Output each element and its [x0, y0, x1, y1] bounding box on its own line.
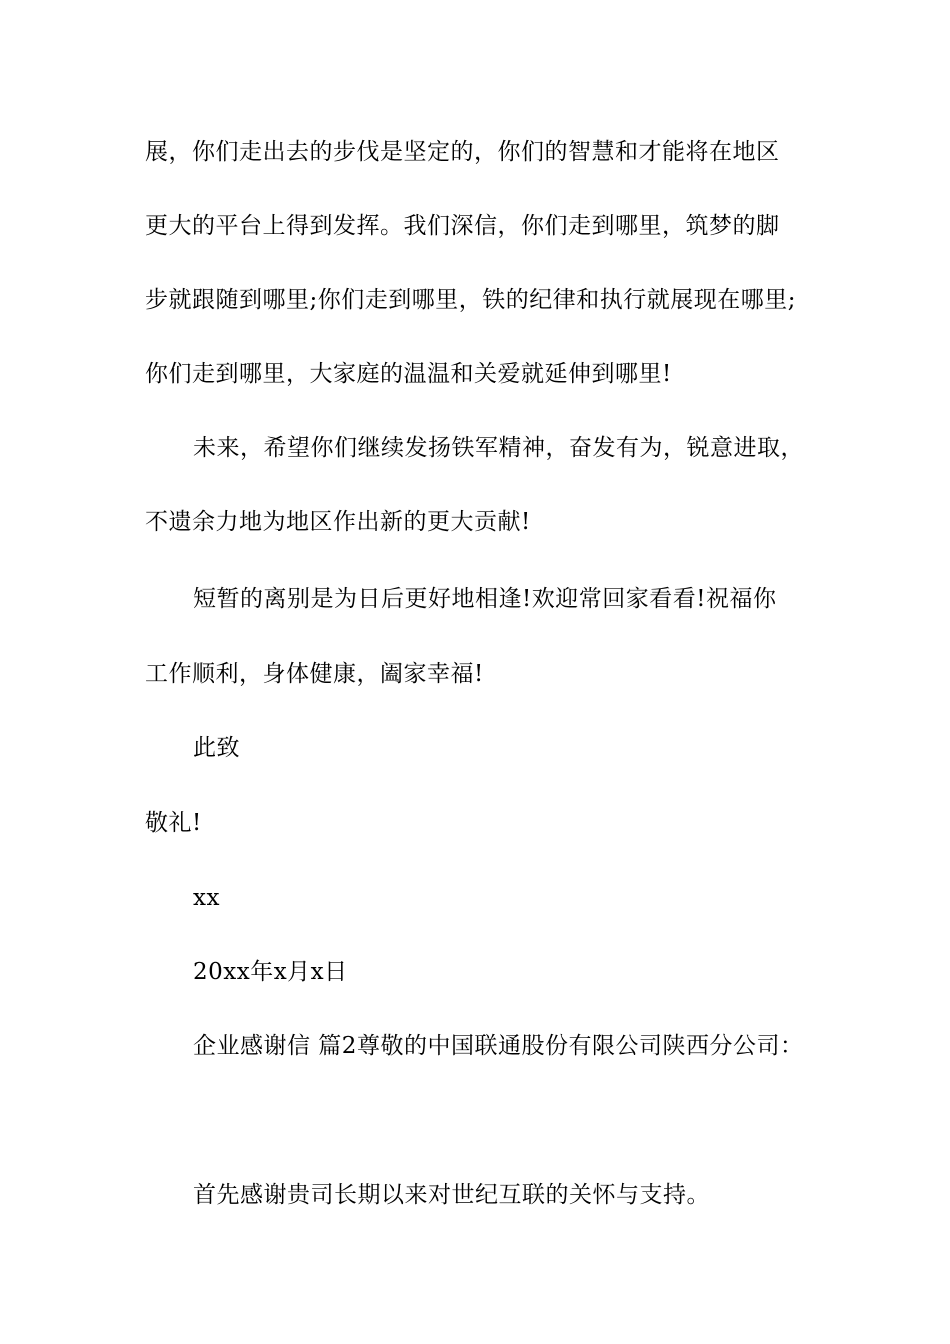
date-line: 20xx年x月x日: [193, 959, 348, 985]
signature: xx: [193, 885, 220, 911]
section-heading-line: 企业感谢信 篇2尊敬的中国联通股份有限公司陕西分公司：: [193, 1033, 804, 1059]
body-text-line: 不遗余力地为地区作出新的更大贡献!: [145, 509, 531, 535]
body-text-line: 展，你们走出去的步伐是坚定的，你们的智慧和才能将在地区: [145, 139, 780, 165]
paragraph-start-line: 短暂的离别是为日后更好地相逢!欢迎常回家看看!祝福你: [193, 586, 777, 612]
body-text-line: 步就跟随到哪里;你们走到哪里，铁的纪律和执行就展现在哪里;: [145, 287, 796, 313]
closing-salutation: 此致: [193, 735, 240, 761]
paragraph-start-line: 未来，希望你们继续发扬铁军精神，奋发有为，锐意进取，: [193, 435, 804, 461]
body-text-line: 你们走到哪里，大家庭的温温和关爱就延伸到哪里!: [145, 361, 672, 387]
closing-regards: 敬礼!: [145, 810, 202, 836]
body-text-line: 工作顺利，身体健康，阖家幸福!: [145, 661, 484, 687]
body-text-line: 更大的平台上得到发挥。我们深信，你们走到哪里，筑梦的脚: [145, 213, 780, 239]
paragraph-start-line: 首先感谢贵司长期以来对世纪互联的关怀与支持。: [193, 1182, 710, 1208]
